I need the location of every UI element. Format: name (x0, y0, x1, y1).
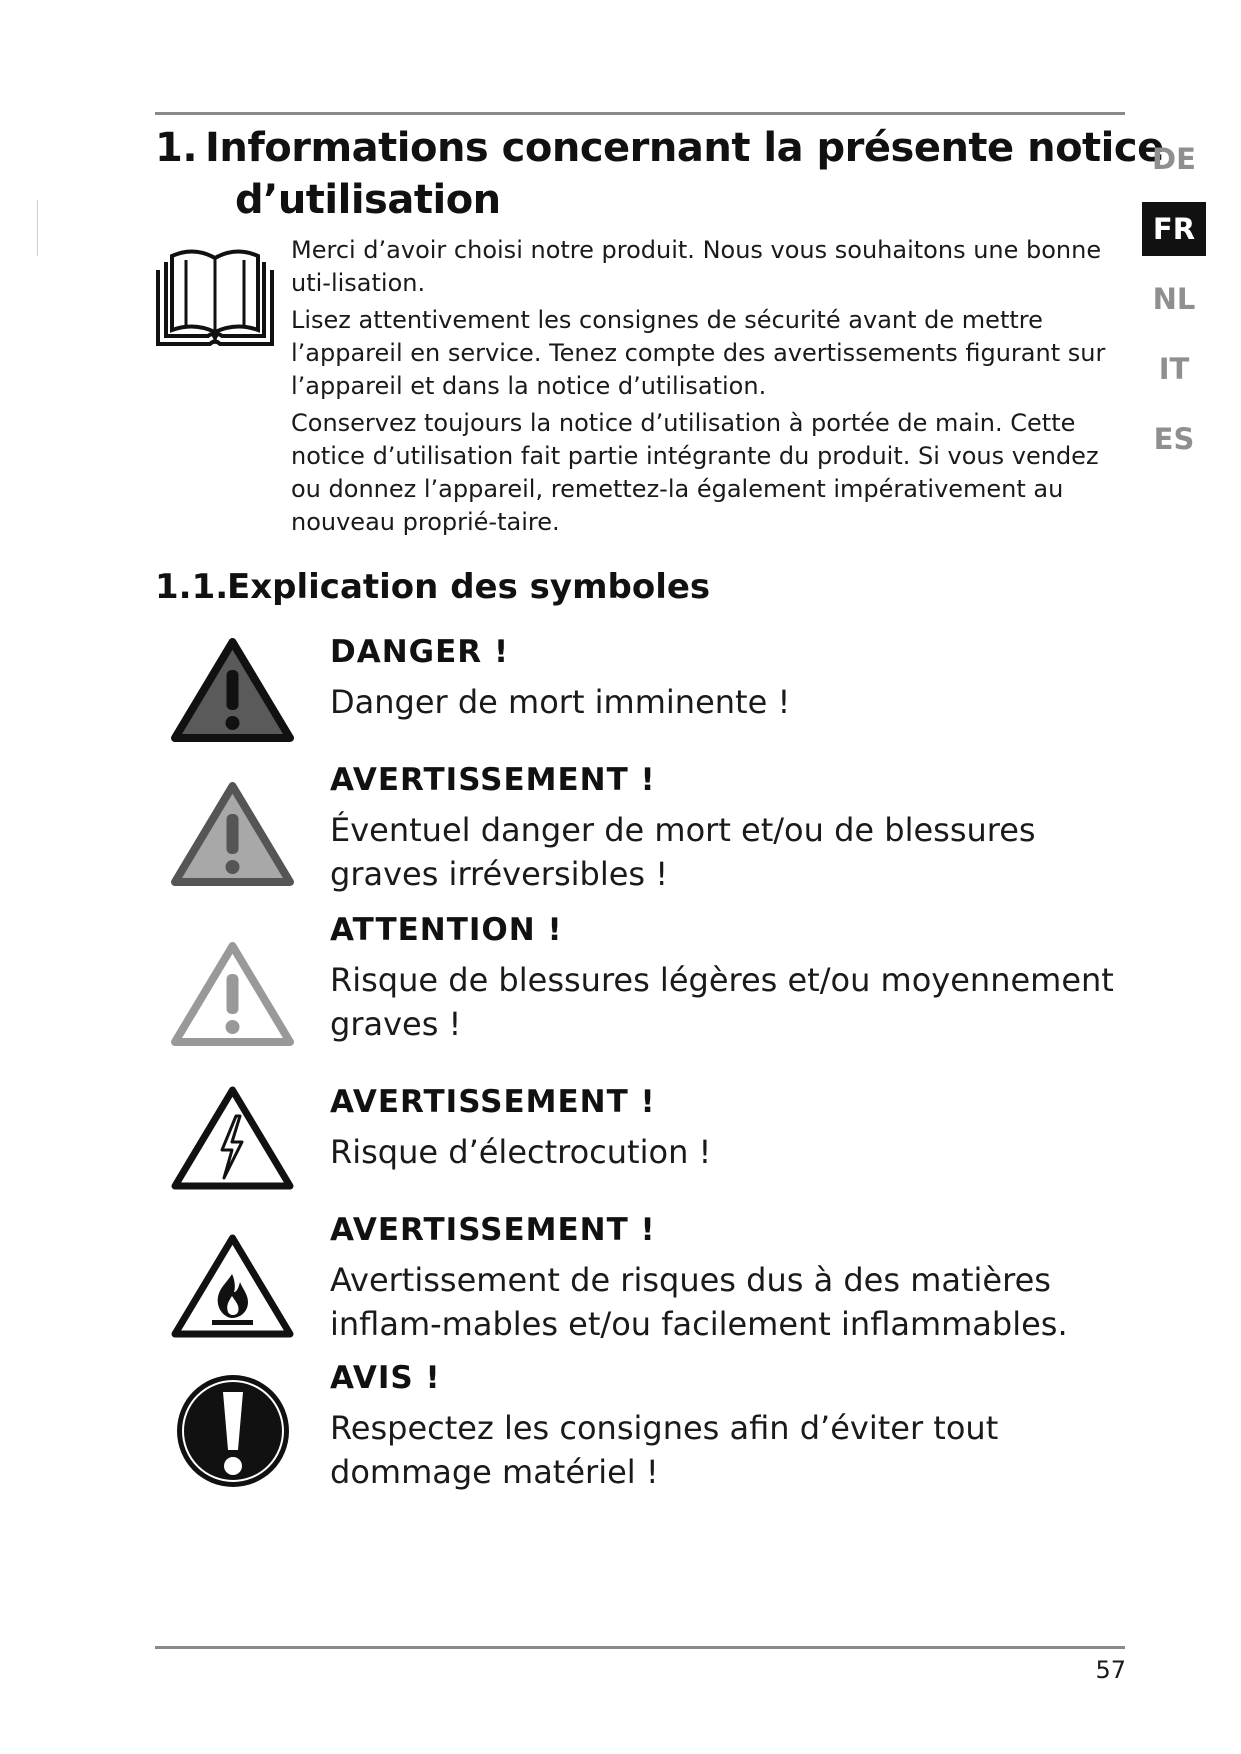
top-rule (155, 112, 1125, 115)
notice-exclamation-icon (174, 1372, 292, 1490)
intro-paragraph-2: Lisez attentivement les consignes de sécurité avant de mettre l’appareil en service. Tenez compte des avertissements figurant sur l’appareil et dans la notice d’utilisation. (291, 306, 1106, 400)
symbol-description: Risque d’électrocution ! (330, 1133, 712, 1171)
page-title (155, 122, 1164, 226)
symbol-title: DANGER ! (330, 634, 510, 670)
symbol-description: Respectez les consignes afin d’éviter tout dommage matériel ! (330, 1409, 999, 1491)
danger-triangle-icon (170, 636, 295, 746)
book-icon (156, 248, 274, 348)
page-title-line2: d’utilisation (235, 177, 501, 223)
symbol-title: AVERTISSEMENT ! (330, 1212, 656, 1248)
language-tab-it[interactable]: IT (1158, 352, 1190, 386)
page-title-number: 1. (155, 125, 198, 171)
symbol-description: Danger de mort imminente ! (330, 683, 791, 721)
language-tab-nl[interactable]: NL (1152, 282, 1196, 316)
symbol-description: Risque de blessures légères et/ou moyennement graves ! (330, 961, 1114, 1043)
margin-mark (37, 200, 38, 256)
electric-shock-icon (170, 1084, 295, 1194)
intro-paragraph-1: Merci d’avoir choisi notre produit. Nous vous souhaitons une bonne uti-lisation. (291, 236, 1102, 297)
symbol-description: Éventuel danger de mort et/ou de blessures graves irréversibles ! (330, 811, 1036, 893)
page-number: 57 (1095, 1656, 1126, 1684)
symbol-title: AVIS ! (330, 1360, 441, 1396)
language-tab-de[interactable]: DE (1152, 142, 1196, 176)
section-heading-text: Explication des symboles (227, 567, 711, 607)
section-heading (155, 566, 710, 608)
flammable-icon (170, 1232, 295, 1342)
language-tab-fr[interactable]: FR (1142, 202, 1206, 256)
symbol-description: Avertissement de risques dus à des matières inflam-mables et/ou facilement inflammables. (330, 1261, 1068, 1343)
symbol-title: AVERTISSEMENT ! (330, 762, 656, 798)
language-tab-es[interactable]: ES (1153, 422, 1195, 456)
caution-triangle-icon (170, 940, 295, 1050)
symbol-title: ATTENTION ! (330, 912, 563, 948)
section-heading-number: 1.1. (155, 567, 229, 607)
intro-paragraph-3: Conservez toujours la notice d’utilisation à portée de main. Cette notice d’utilisation fait partie intégrante du produit. Si vous vendez ou donnez l’appareil, remettez-la également impérativement au nouveau proprié-taire. (291, 409, 1099, 536)
symbol-title: AVERTISSEMENT ! (330, 1084, 656, 1120)
warning-triangle-icon (170, 780, 295, 890)
intro-text (291, 234, 1127, 543)
page-title-line1: Informations concernant la présente notice (205, 125, 1164, 171)
bottom-rule (155, 1646, 1125, 1649)
